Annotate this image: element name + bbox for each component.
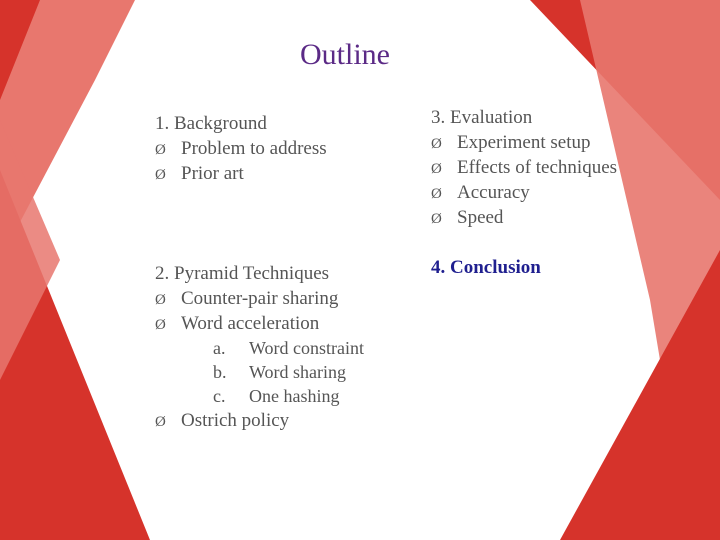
section-background <box>155 111 327 186</box>
arrow-bullet-icon: Ø <box>155 292 166 308</box>
list-item: Ø Speed <box>431 205 617 230</box>
list-item: Ø Experiment setup <box>431 130 617 155</box>
arrow-bullet-icon: Ø <box>155 317 166 333</box>
arrow-bullet-icon: Ø <box>431 186 442 202</box>
arrow-bullet-icon: Ø <box>155 167 166 183</box>
list-item: Ø Accuracy <box>431 180 617 205</box>
arrow-bullet-icon: Ø <box>155 142 166 158</box>
slide-title: Outline <box>300 38 390 71</box>
arrow-bullet-icon: Ø <box>431 136 442 152</box>
list-item: Ø Effects of techniques <box>431 155 617 180</box>
section-pyramid-techniques <box>155 261 364 433</box>
section-heading: 3. Evaluation <box>431 107 533 128</box>
arrow-bullet-icon: Ø <box>431 211 442 227</box>
list-item: Ø Word acceleration <box>155 311 364 336</box>
section-evaluation <box>431 105 617 230</box>
section-heading: 1. Background <box>155 113 267 134</box>
sub-list-item: a. Word constraint <box>213 338 365 358</box>
section-conclusion-heading: 4. Conclusion <box>431 257 541 278</box>
arrow-bullet-icon: Ø <box>155 414 166 430</box>
list-item: Ø Ostrich policy <box>155 408 364 433</box>
list-item: Ø Problem to address <box>155 136 327 161</box>
arrow-bullet-icon: Ø <box>431 161 442 177</box>
list-item: Ø Prior art <box>155 161 327 186</box>
list-item: Ø Counter-pair sharing <box>155 286 364 311</box>
sub-list-item: b. Word sharing <box>213 362 347 382</box>
right-lower-dark-wedge <box>560 250 720 540</box>
section-heading: 2. Pyramid Techniques <box>155 263 330 284</box>
sub-list-item: c. One hashing <box>213 386 340 406</box>
